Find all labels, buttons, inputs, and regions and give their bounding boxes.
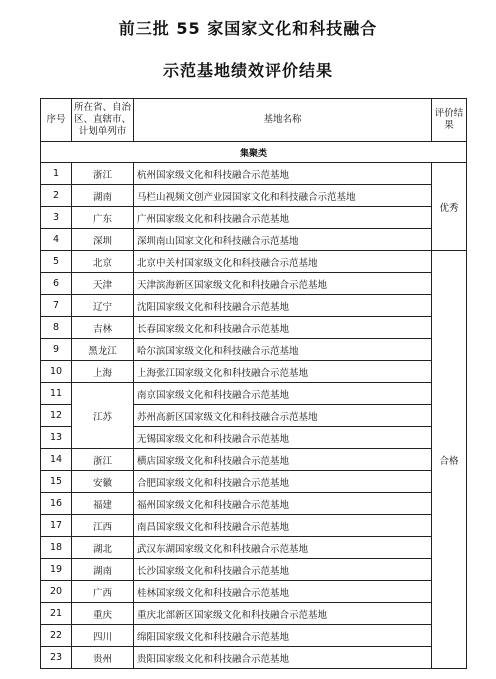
table-row — [41, 185, 467, 207]
document-title-line2: 示范基地绩效评价结果 — [162, 61, 333, 80]
table-row — [41, 317, 467, 339]
row-number: 1 — [41, 163, 72, 185]
row-number: 20 — [41, 581, 72, 603]
row-province: 广东 — [72, 207, 134, 229]
row-base-name: 杭州国家级文化和科技融合示范基地 — [134, 163, 432, 185]
table-row — [41, 559, 467, 581]
row-base-name: 福州国家级文化和科技融合示范基地 — [134, 493, 432, 515]
row-base-name: 苏州高新区国家级文化和科技融合示范基地 — [134, 405, 432, 427]
row-number: 4 — [41, 229, 72, 251]
row-base-name: 北京中关村国家级文化和科技融合示范基地 — [134, 251, 432, 273]
table-row — [41, 647, 467, 669]
row-number: 15 — [41, 471, 72, 493]
header-result: 评价结果 — [432, 99, 467, 142]
row-province: 黑龙江 — [72, 339, 134, 361]
row-base-name: 深圳南山国家文化和科技融合示范基地 — [134, 229, 432, 251]
row-number: 18 — [41, 537, 72, 559]
table-row — [41, 295, 467, 317]
row-base-name: 南昌国家级文化和科技融合示范基地 — [134, 515, 432, 537]
row-number: 5 — [41, 251, 72, 273]
table-row — [41, 273, 467, 295]
row-province: 浙江 — [72, 163, 134, 185]
row-number: 6 — [41, 273, 72, 295]
row-base-name: 长春国家级文化和科技融合示范基地 — [134, 317, 432, 339]
row-base-name: 天津滨海新区国家级文化和科技融合示范基地 — [134, 273, 432, 295]
result-pass: 合格 — [432, 251, 467, 669]
results-table — [40, 98, 467, 669]
table-header-row — [41, 99, 467, 142]
row-base-name: 横店国家级文化和科技融合示范基地 — [134, 449, 432, 471]
row-number: 10 — [41, 361, 72, 383]
row-base-name: 沈阳国家级文化和科技融合示范基地 — [134, 295, 432, 317]
row-province: 江西 — [72, 515, 134, 537]
row-base-name: 上海张江国家级文化和科技融合示范基地 — [134, 361, 432, 383]
row-base-name: 南京国家级文化和科技融合示范基地 — [134, 383, 432, 405]
row-number: 21 — [41, 603, 72, 625]
row-province: 湖南 — [72, 559, 134, 581]
table-row — [41, 449, 467, 471]
group-label: 集聚类 — [41, 142, 467, 163]
row-number: 11 — [41, 383, 72, 405]
document-title-line1: 前三批 55 家国家文化和科技融合 — [118, 19, 378, 38]
row-number: 9 — [41, 339, 72, 361]
row-province: 贵州 — [72, 647, 134, 669]
table-row — [41, 229, 467, 251]
row-number: 12 — [41, 405, 72, 427]
table-row — [41, 251, 467, 273]
row-province: 广西 — [72, 581, 134, 603]
row-base-name: 广州国家级文化和科技融合示范基地 — [134, 207, 432, 229]
row-province: 湖北 — [72, 537, 134, 559]
table-row — [41, 515, 467, 537]
row-province: 安徽 — [72, 471, 134, 493]
table-row — [41, 207, 467, 229]
row-number: 19 — [41, 559, 72, 581]
row-base-name: 哈尔滨国家级文化和科技融合示范基地 — [134, 339, 432, 361]
row-base-name: 绵阳国家级文化和科技融合示范基地 — [134, 625, 432, 647]
row-base-name: 武汉东湖国家级文化和科技融合示范基地 — [134, 537, 432, 559]
row-base-name: 马栏山视频文创产业园国家文化和科技融合示范基地 — [134, 185, 432, 207]
row-province: 重庆 — [72, 603, 134, 625]
row-province: 江苏 — [72, 383, 134, 449]
row-number: 2 — [41, 185, 72, 207]
row-province: 天津 — [72, 273, 134, 295]
row-base-name: 无锡国家级文化和科技融合示范基地 — [134, 427, 432, 449]
row-number: 13 — [41, 427, 72, 449]
table-row — [41, 163, 467, 185]
row-base-name: 贵阳国家级文化和科技融合示范基地 — [134, 647, 432, 669]
row-province: 湖南 — [72, 185, 134, 207]
row-province: 福建 — [72, 493, 134, 515]
row-province: 辽宁 — [72, 295, 134, 317]
row-province: 吉林 — [72, 317, 134, 339]
row-base-name: 长沙国家级文化和科技融合示范基地 — [134, 559, 432, 581]
header-province: 所在省、自治区、直辖市、计划单列市 — [72, 99, 134, 142]
row-number: 17 — [41, 515, 72, 537]
row-number: 16 — [41, 493, 72, 515]
row-number: 3 — [41, 207, 72, 229]
row-base-name: 重庆北部新区国家级文化和科技融合示范基地 — [134, 603, 432, 625]
table-row — [41, 537, 467, 559]
row-number: 14 — [41, 449, 72, 471]
row-province: 浙江 — [72, 449, 134, 471]
row-province: 北京 — [72, 251, 134, 273]
table-row — [41, 339, 467, 361]
table-row — [41, 471, 467, 493]
row-province: 深圳 — [72, 229, 134, 251]
table-row — [41, 603, 467, 625]
row-province: 上海 — [72, 361, 134, 383]
row-number: 23 — [41, 647, 72, 669]
header-name: 基地名称 — [134, 99, 432, 142]
row-number: 22 — [41, 625, 72, 647]
row-province: 四川 — [72, 625, 134, 647]
group-row — [41, 142, 467, 163]
table-row — [41, 493, 467, 515]
row-number: 7 — [41, 295, 72, 317]
table-row — [41, 581, 467, 603]
header-no: 序号 — [41, 99, 72, 142]
table-row — [41, 383, 467, 405]
result-excellent: 优秀 — [432, 163, 467, 251]
row-number: 8 — [41, 317, 72, 339]
table-row — [41, 361, 467, 383]
row-base-name: 合肥国家级文化和科技融合示范基地 — [134, 471, 432, 493]
row-base-name: 桂林国家级文化和科技融合示范基地 — [134, 581, 432, 603]
table-row — [41, 625, 467, 647]
